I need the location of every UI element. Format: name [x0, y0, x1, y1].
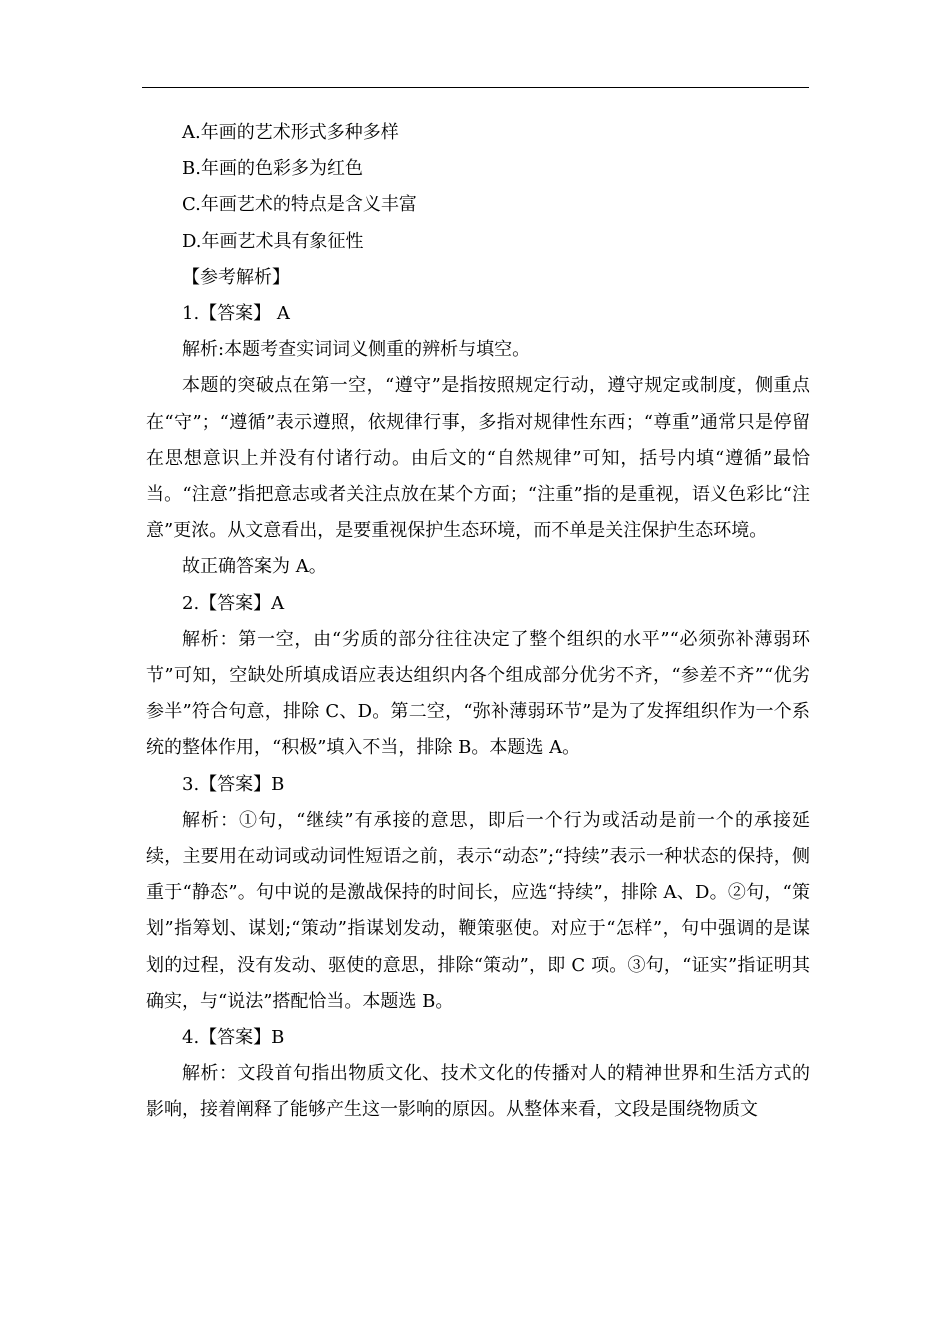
- analysis-2: 解析：第一空，由“劣质的部分往往决定了整个组织的水平”“必须弥补薄弱环节”可知，空缺处所填成语应表达组织内各个组成部分优劣不齐，“参差不齐”“优劣参半”符合句意，排除 C、D。第二空，“弥补薄弱环节”是为了发挥组织作为一个系统的整体作用，“积极”填入不当，排除 B。本题选 A。: [146, 628, 810, 759]
- answer-4: 4.【答案】B: [182, 1027, 285, 1049]
- option-d: D.年画艺术具有象征性: [182, 230, 364, 252]
- answer-2: 2.【答案】A: [182, 592, 285, 614]
- document-body: [146, 115, 810, 1129]
- analysis-1-intro: 解析:本题考查实词词义侧重的辨析与填空。: [182, 339, 531, 361]
- analysis-3: 解析：①句，“继续”有承接的意思，即后一个行为或活动是前一个的承接延续，主要用在动词或动词性短语之前，表示“动态”;“持续”表示一种状态的保持，侧重于“静态”。句中说的是激战保持的时间长，应选“持续”，排除 A、D。②句，“策划”指筹划、谋划;“策动”指谋划发动，鞭策驱使。对应于“怎样”，句中强调的是谋划的过程，没有发动、驱使的意思，排除“策动”，即 C 项。③句，“证实”指证明其确实，与“说法”搭配恰当。本题选 B。: [146, 809, 810, 1012]
- answer-3: 3.【答案】B: [182, 773, 285, 795]
- reference-heading: 【参考解析】: [182, 266, 290, 288]
- option-a: A.年画的艺术形式多种多样: [182, 122, 399, 143]
- option-c: C.年画艺术的特点是含义丰富: [182, 194, 417, 216]
- option-b: B.年画的色彩多为红色: [182, 158, 363, 180]
- header-rule: [142, 87, 809, 88]
- analysis-1-body: 本题的突破点在第一空，“遵守”是指按照规定行动，遵守规定或制度，侧重点在“守”；“遵循”表示遵照，依规律行事，多指对规律性东西；“尊重”通常只是停留在思想意识上并没有付诸行动。由后文的“自然规律”可知，括号内填“遵循”最恰当。“注意”指把意志或者关注点放在某个方面；“注重”指的是重视，语义色彩比“注意”更浓。从文意看出，是要重视保护生态环境，而不单是关注保护生态环境。: [146, 375, 810, 542]
- answer-1: 1.【答案】 A: [182, 303, 290, 325]
- analysis-1-conclusion: 故正确答案为 A。: [182, 556, 327, 578]
- analysis-4: 解析：文段首句指出物质文化、技术文化的传播对人的精神世界和生活方式的影响，接着阐释了能够产生这一影响的原因。从整体来看，文段是围绕物质文: [146, 1063, 810, 1121]
